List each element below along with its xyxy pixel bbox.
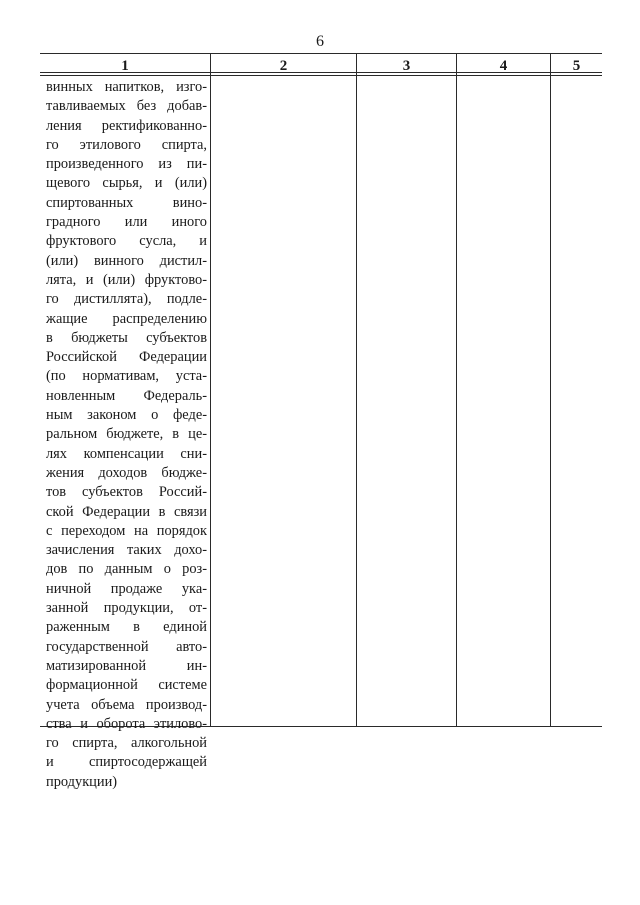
cell-text-line: ральном бюджете, в це- <box>46 426 207 443</box>
cell-text-line: го дистиллята), подле- <box>46 291 207 308</box>
cell-text-line: спиртованных вино- <box>46 194 207 211</box>
column-divider-2 <box>356 53 357 727</box>
cell-text-line: государственной авто- <box>46 638 207 655</box>
cell-text-line: лях компенсации сни- <box>46 445 207 462</box>
cell-text-line: дов по данным о роз- <box>46 561 207 578</box>
header-separator-lower <box>40 75 602 76</box>
cell-text-line: в бюджеты субъектов <box>46 329 207 346</box>
cell-text-line: жащие распределению <box>46 310 207 327</box>
cell-text-line: жения доходов бюдже- <box>46 464 207 481</box>
cell-text-line: матизированной ин- <box>46 657 207 674</box>
cell-text-line: ления ректификованно- <box>46 117 207 134</box>
cell-text-line: тов субъектов Россий- <box>46 484 207 501</box>
cell-text-line: щевого сырья, и (или) <box>46 175 207 192</box>
cell-text-line: винных напитков, изго- <box>46 79 207 95</box>
cell-text-line: лята, и (или) фруктово- <box>46 271 207 288</box>
cell-text-line: занной продукции, от- <box>46 600 207 617</box>
cell-text-line: новленным Федераль- <box>46 387 207 404</box>
cell-text-line: Российской Федерации <box>46 349 207 366</box>
cell-text-line: ской Федерации в связи <box>46 503 207 520</box>
column-header-4: 4 <box>499 58 508 74</box>
cell-text-line: ства и оборота этилово- <box>46 715 207 732</box>
column-divider-3 <box>456 53 457 727</box>
cell-text-line: (или) винного дистил- <box>46 252 207 269</box>
column-divider-1 <box>210 53 211 727</box>
page-number: 6 <box>316 33 324 50</box>
column-header-5: 5 <box>572 58 581 74</box>
cell-text-line: и спиртосодержащей <box>46 754 207 771</box>
cell-text-line: ным законом о феде- <box>46 407 207 424</box>
cell-text-line: учета объема производ- <box>46 696 207 713</box>
column-header-2: 2 <box>279 58 288 74</box>
table-top-border <box>40 53 602 54</box>
cell-text-line: продукции) <box>46 773 118 790</box>
column-header-3: 3 <box>402 58 411 74</box>
cell-text-line: произведенного из пи- <box>46 156 207 173</box>
cell-text-line: с переходом на порядок <box>46 522 207 539</box>
cell-text-line: го этилового спирта, <box>46 136 207 153</box>
cell-text-line: формационной системе <box>46 677 207 694</box>
cell-text-line: го спирта, алкогольной <box>46 735 207 752</box>
cell-text-line: фруктового сусла, и <box>46 233 207 250</box>
column-header-1: 1 <box>121 58 129 74</box>
cell-text-line: раженным в единой <box>46 619 207 636</box>
table-cell-column-1 <box>46 78 207 792</box>
cell-text-line: зачисления таких дохо- <box>46 542 207 559</box>
cell-text-line: тавливаемых без добав- <box>46 98 207 115</box>
data-table <box>40 53 602 790</box>
column-divider-4 <box>550 53 551 727</box>
cell-text-line: (по нормативам, уста- <box>46 368 207 385</box>
cell-text-line: ничной продаже ука- <box>46 580 207 597</box>
cell-text-line: градного или иного <box>46 214 207 231</box>
